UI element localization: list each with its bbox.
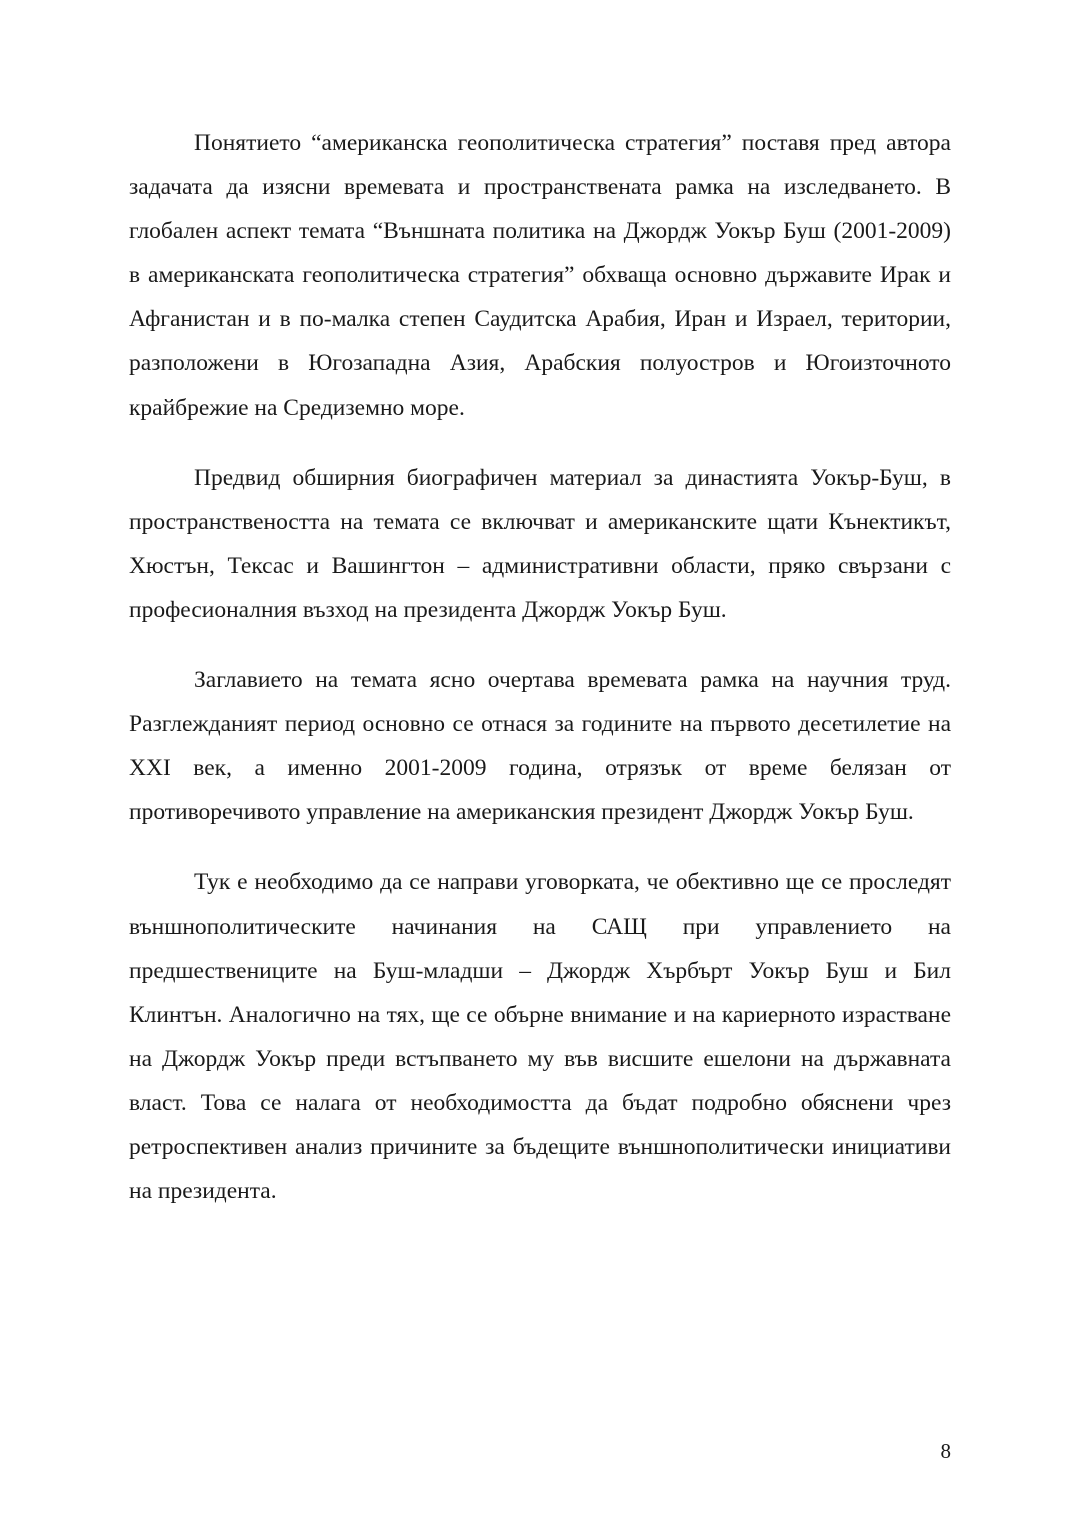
page-number: 8 <box>940 1439 951 1463</box>
document-body <box>129 121 951 1213</box>
paragraph-1: Понятието “американска геополитическа стратегия” поставя пред автора задачата да изясни времевата и пространствената рамка на изследването. В глобален аспект темата “Външната политика на Джордж Уокър Буш (2001-2009) в американската геополитическа стратегия” обхваща основно държавите Ирак и Афганистан и в по-малка степен Саудитска Арабия, Иран и Израел, територии, разположени в Югозападна Азия, Арабския полуостров и Югоизточното крайбрежие на Средиземно море. <box>129 130 951 421</box>
paragraph-3: Заглавието на темата ясно очертава времевата рамка на научния труд. Разглежданият период основно се отнася за годините на първото десетилетие на XXI век, а именно 2001-2009 година, отрязък от време белязан от противоречивото управление на американския президент Джордж Уокър Буш. <box>129 667 951 826</box>
paragraph-2: Предвид обширния биографичен материал за династията Уокър-Буш, в пространствеността на темата се включват и американските щати Кънектикът, Хюстън, Тексас и Вашингтон – административни области, пряко свързани с професионалния възход на президента Джордж Уокър Буш. <box>129 464 951 623</box>
paragraph-4: Тук е необходимо да се направи уговорката, че обективно ще се проследят външнополитическите начинания на САЩ при управлението на предшествениците на Буш-младши – Джордж Хърбърт Уокър Буш и Бил Клинтън. Аналогично на тях, ще се обърне внимание и на кариерното израстване на Джордж Уокър преди встъпването му във висшите ешелони на държавната власт. Това се налага от необходимостта да бъдат подробно обяснени чрез ретроспективен анализ причините за бъдещите външнополитически инициативи на президента. <box>129 869 951 1205</box>
